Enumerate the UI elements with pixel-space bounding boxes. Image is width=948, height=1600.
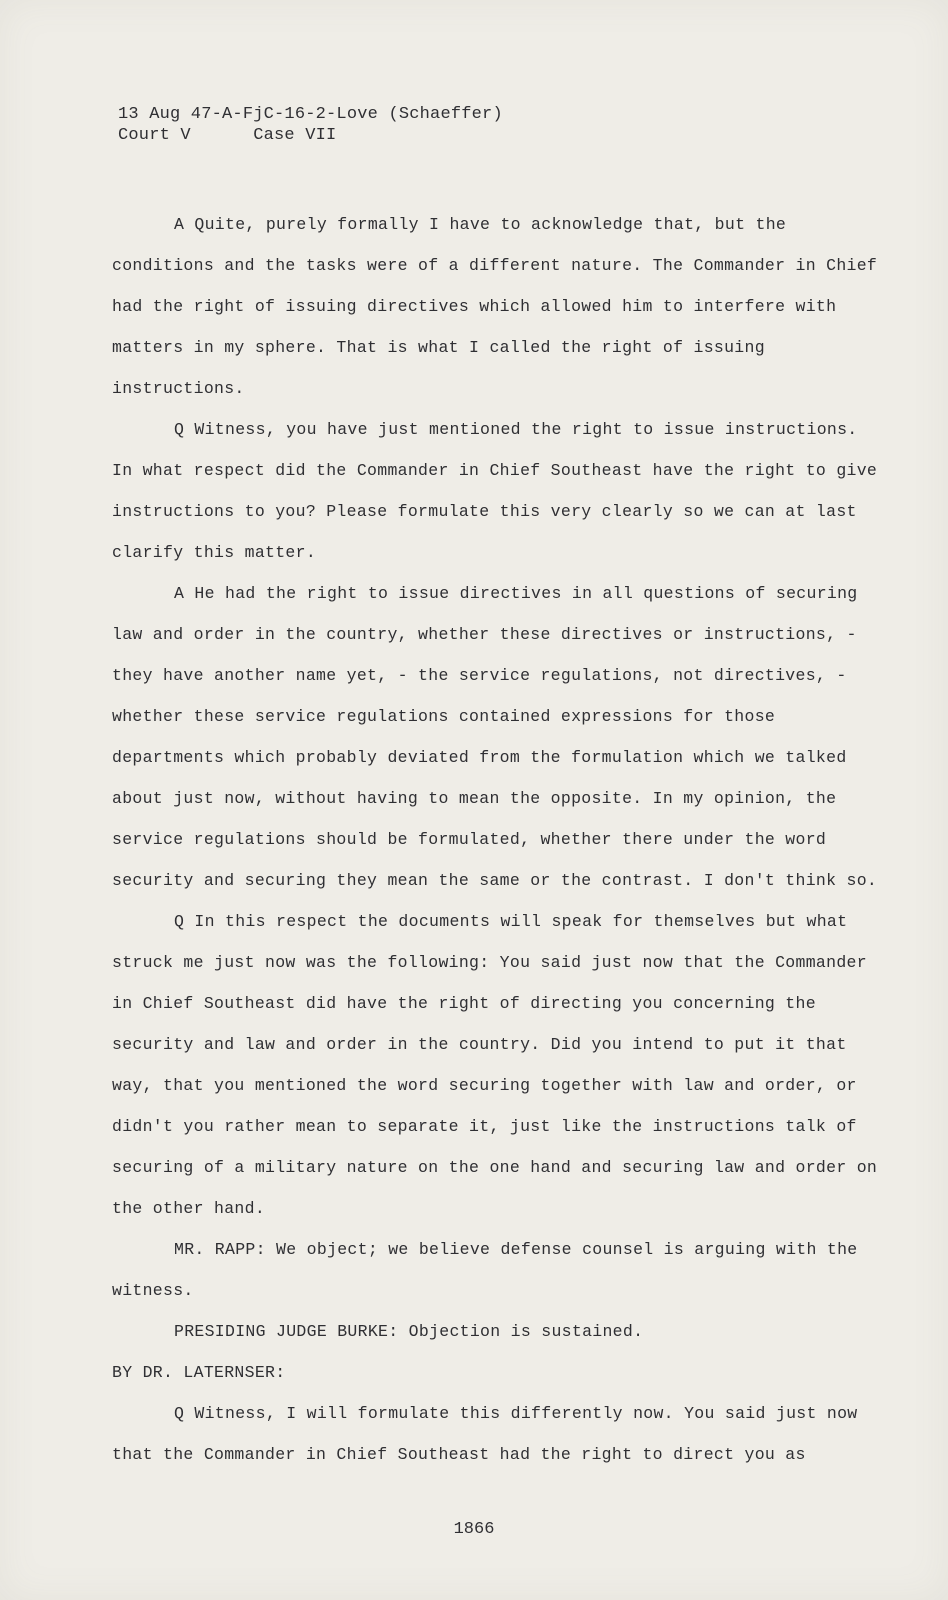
- objection-paragraph: MR. RAPP: We object; we believe defense counsel is arguing with the witness.: [112, 1240, 858, 1300]
- page-number: 1866: [453, 1520, 495, 1539]
- examiner-line: BY DR. LATERNSER:: [112, 1363, 286, 1382]
- ruling-paragraph: PRESIDING JUDGE BURKE: Objection is sustained.: [174, 1322, 644, 1341]
- header-court-case-line: Court V Case VII: [118, 126, 337, 145]
- answer-paragraph: A Quite, purely formally I have to acknowledge that, but the conditions and the tasks were of a different nature. The Commander in Chief had the right of issuing directives which allowed him to interfere with matters in my sphere. That is what I called the right of issuing instructions.: [112, 215, 878, 398]
- answer-paragraph: A He had the right to issue directives in all questions of securing law and order in the country, whether these directives or instructions, - they have another name yet, - the service regulations, not directives, - whether these service regulations contained expressions for those departments which probably deviated from the formulation which we talked about just now, without having to mean the opposite. In my opinion, the service regulations should be formulated, whether there under the word security and securing they mean the same or the contrast. I don't think so.: [112, 584, 878, 890]
- question-paragraph: Q In this respect the documents will speak for themselves but what struck me just now was the following: You said just now that the Commander in Chief Southeast did have the right of directing you concerning the security and law and order in the country. Did you intend to put it that way, that you mentioned the word securing together with law and order, or didn't you rather mean to separate it, just like the instructions talk of securing of a military nature on the one hand and securing law and order on the other hand.: [112, 912, 878, 1218]
- question-paragraph: Q Witness, you have just mentioned the right to issue instructions. In what respect did the Commander in Chief Southeast have the right to give instructions to you? Please formulate this very clearly so we can at last clarify this matter.: [112, 420, 878, 562]
- transcript-body: [112, 204, 882, 1475]
- question-paragraph: Q Witness, I will formulate this differently now. You said just now that the Commander in Chief Southeast had the right to direct you as: [112, 1404, 858, 1464]
- document-header: [118, 104, 503, 146]
- header-reference-line: 13 Aug 47-A-FjC-16-2-Love (Schaeffer): [118, 105, 503, 124]
